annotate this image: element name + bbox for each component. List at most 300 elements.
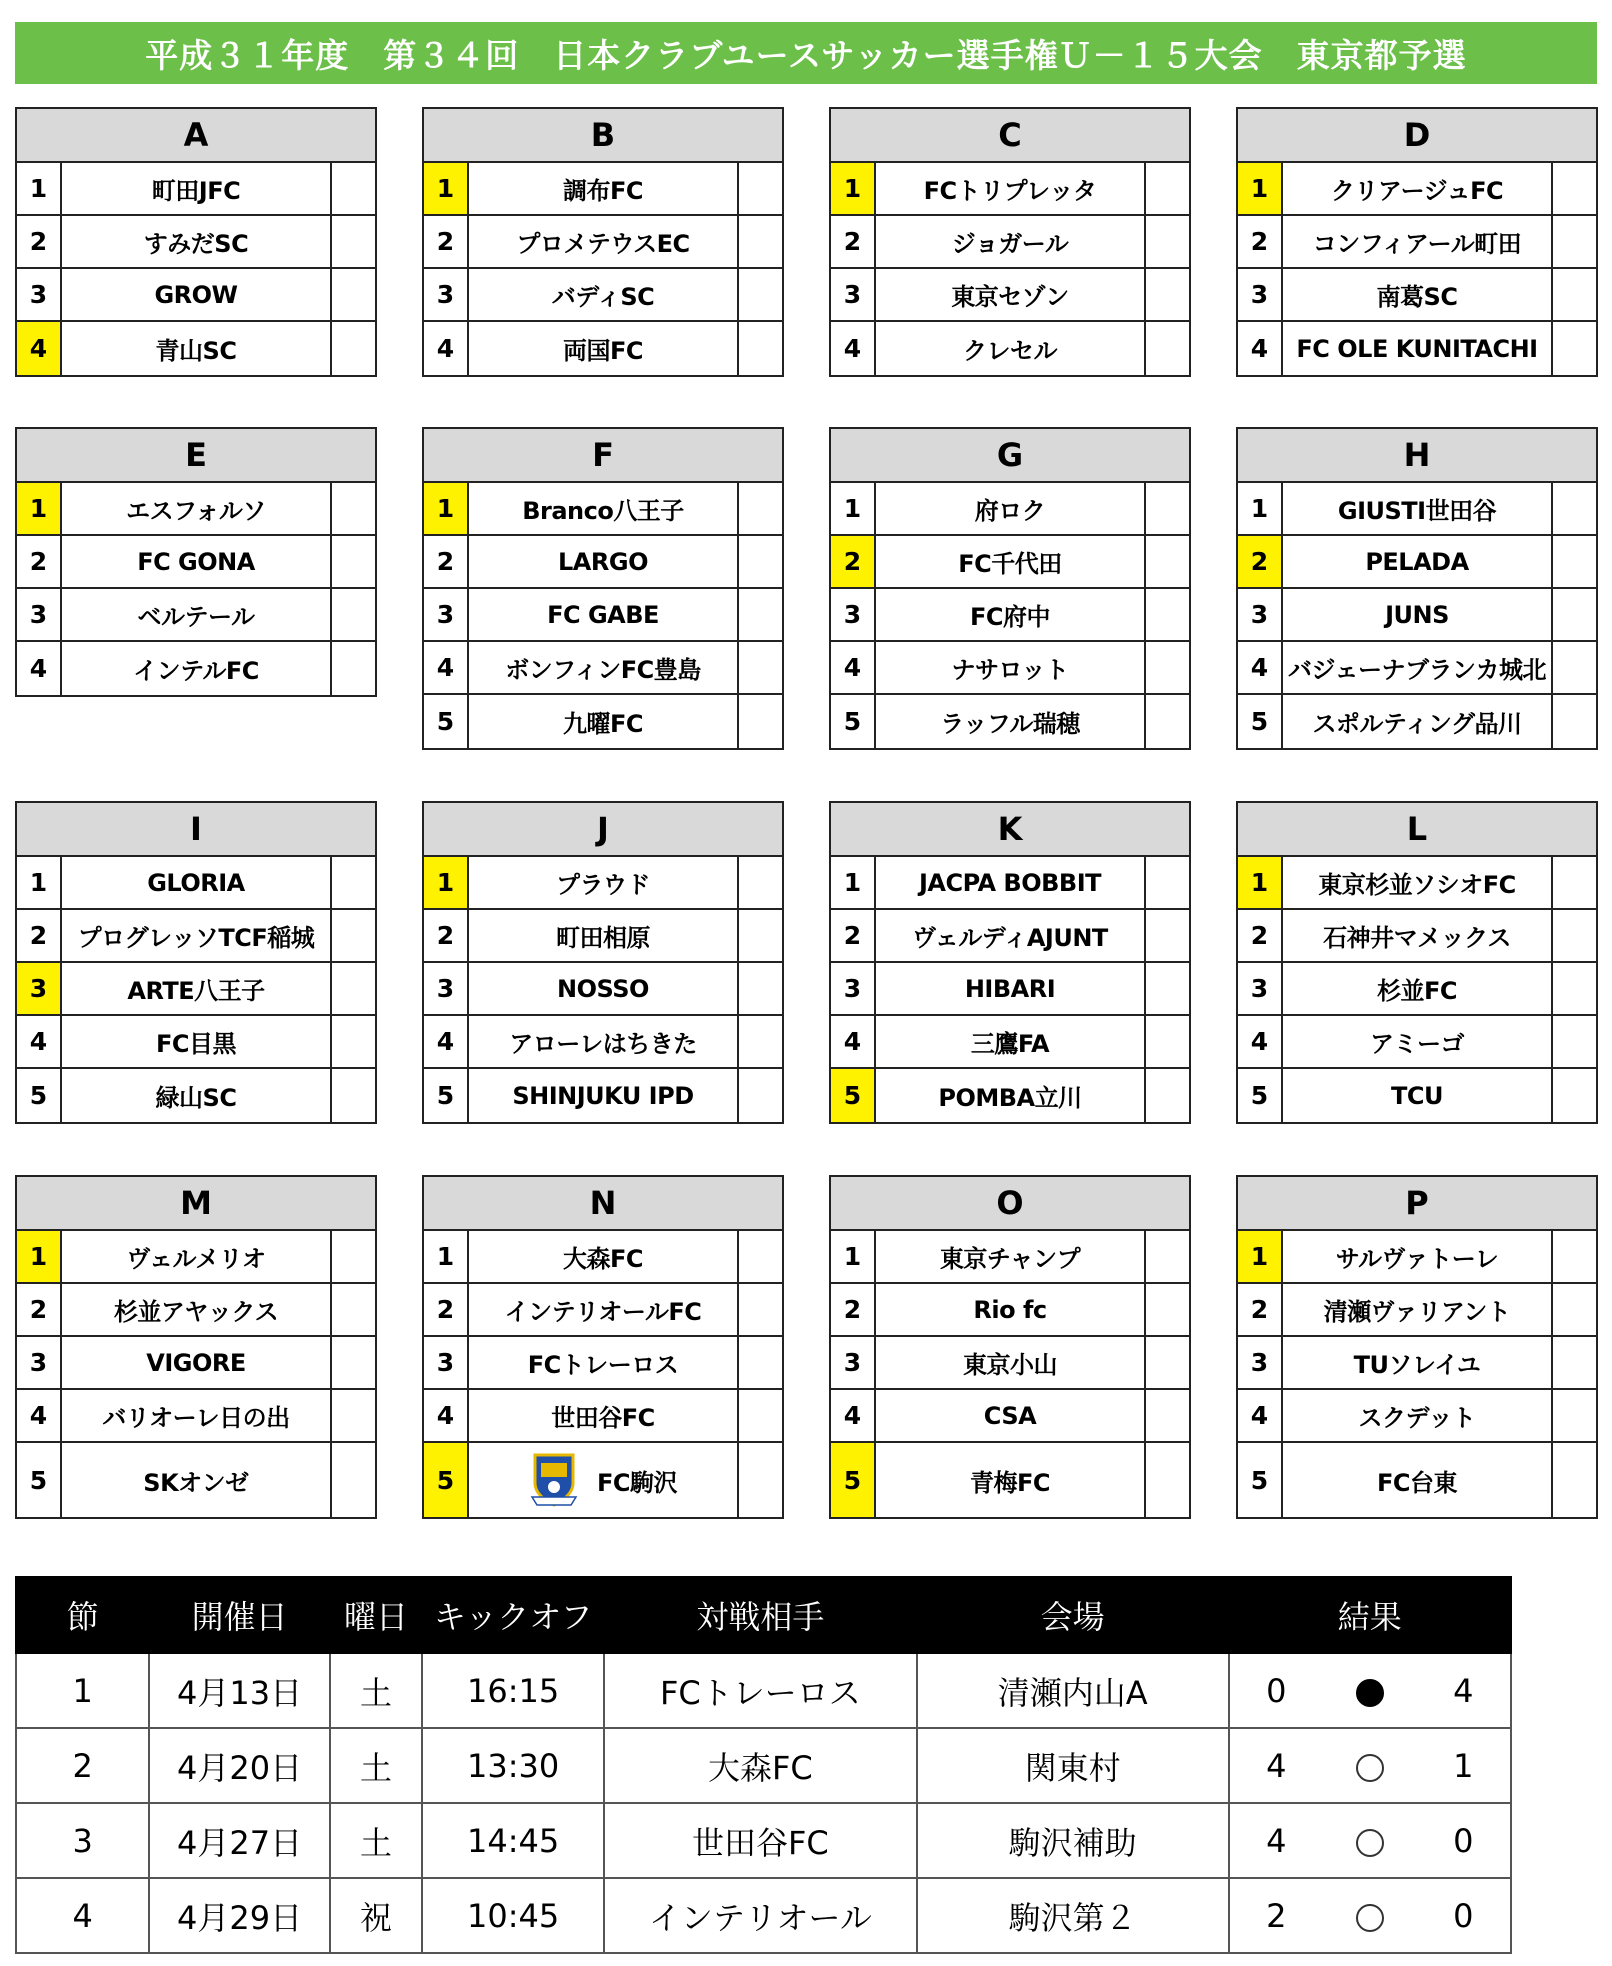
team-name-cell [876, 695, 1144, 748]
team-name: 青山SC [155, 337, 237, 365]
group-n [422, 1175, 784, 1519]
team-name-cell [1283, 216, 1551, 267]
team-row [17, 910, 375, 963]
team-row [831, 642, 1189, 695]
team-rank: 3 [17, 589, 62, 640]
group-header: G [831, 429, 1189, 483]
team-name: 青梅FC [969, 1468, 1050, 1497]
group-header: E [17, 429, 375, 483]
blank-cell [1144, 322, 1189, 375]
team-name: 緑山SC [155, 1084, 237, 1112]
match-opponent: インテリオール [604, 1878, 917, 1953]
team-name-cell [469, 1231, 737, 1282]
blank-cell [330, 1337, 375, 1388]
team-name-cell [469, 910, 737, 961]
team-row [831, 963, 1189, 1016]
team-name-cell [1283, 642, 1551, 693]
team-row [1238, 857, 1596, 910]
team-name-cell [1283, 1390, 1551, 1441]
team-name-cell [62, 857, 330, 908]
team-name: FC GONA [137, 547, 255, 576]
team-name-cell [1283, 695, 1551, 748]
team-rank: 2 [1238, 216, 1283, 267]
blank-cell [330, 589, 375, 640]
team-name: エスフォルソ [126, 497, 266, 525]
blank-cell [1144, 163, 1189, 214]
group-header: J [424, 803, 782, 857]
header-kickoff: キックオフ [422, 1577, 604, 1653]
team-name: 町田JFC [151, 177, 241, 205]
team-name: Branco八王子 [522, 497, 684, 525]
team-name-cell [62, 322, 330, 375]
blank-cell [1551, 1443, 1596, 1517]
team-name-cell [1283, 589, 1551, 640]
team-rank: 1 [831, 163, 876, 214]
team-row [424, 163, 782, 216]
team-row [1238, 1337, 1596, 1390]
team-name: JUNS [1385, 600, 1449, 629]
blank-cell [1551, 642, 1596, 693]
blank-cell [330, 269, 375, 320]
score-against: 0 [1417, 1803, 1512, 1878]
team-name-cell [469, 216, 737, 267]
team-name: バジェーナブランカ城北 [1287, 656, 1547, 684]
team-name: 三鷹FA [970, 1030, 1050, 1058]
team-rank: 4 [17, 322, 62, 375]
team-rank: 4 [424, 1016, 469, 1067]
team-rank: 1 [831, 857, 876, 908]
team-name: インテルFC [133, 657, 259, 685]
team-rank: 2 [831, 910, 876, 961]
match-row [16, 1878, 1511, 1953]
team-row [17, 589, 375, 642]
team-name: FCトリプレッタ [923, 177, 1097, 205]
group-k [829, 801, 1191, 1124]
team-name-cell [62, 1016, 330, 1067]
team-rank: 4 [17, 1016, 62, 1067]
blank-cell [737, 1284, 782, 1335]
group-b [422, 107, 784, 377]
match-opponent: FCトレーロス [604, 1653, 917, 1728]
blank-cell [330, 857, 375, 908]
team-row [424, 910, 782, 963]
group-header: O [831, 1177, 1189, 1231]
team-row [831, 322, 1189, 375]
blank-cell [1144, 910, 1189, 961]
blank-cell [1551, 910, 1596, 961]
team-name-cell [876, 269, 1144, 320]
team-row [17, 1016, 375, 1069]
team-row [17, 963, 375, 1016]
team-rank: 4 [1238, 1016, 1283, 1067]
blank-cell [737, 269, 782, 320]
team-rank: 3 [424, 963, 469, 1014]
team-name: 杉並FC [1376, 977, 1457, 1005]
team-row [1238, 589, 1596, 642]
blank-cell [1551, 269, 1596, 320]
blank-cell [737, 216, 782, 267]
team-name-cell [62, 1390, 330, 1441]
header-date: 開催日 [149, 1577, 329, 1653]
team-name-cell [876, 1284, 1144, 1335]
team-name: ジョガール [951, 230, 1069, 258]
team-rank: 1 [1238, 483, 1283, 534]
team-name: FC駒沢 [596, 1468, 677, 1497]
blank-cell [1144, 1284, 1189, 1335]
team-rank: 2 [1238, 536, 1283, 587]
team-name: コンフィアール町田 [1312, 230, 1522, 258]
team-name: SKオンゼ [143, 1468, 249, 1497]
team-name: 府ロク [974, 497, 1046, 525]
blank-cell [1551, 695, 1596, 748]
team-rank: 4 [424, 322, 469, 375]
team-row [1238, 483, 1596, 536]
blank-cell [737, 536, 782, 587]
match-venue: 清瀬内山A [917, 1653, 1229, 1728]
team-name-cell [1283, 1069, 1551, 1122]
team-name: インテリオールFC [504, 1298, 702, 1326]
blank-cell [1551, 216, 1596, 267]
blank-cell [1144, 216, 1189, 267]
team-rank: 1 [17, 857, 62, 908]
team-rank: 3 [831, 963, 876, 1014]
group-j [422, 801, 784, 1124]
result-mark [1323, 1803, 1417, 1878]
team-row [831, 1284, 1189, 1337]
team-name: FC台東 [1376, 1468, 1457, 1497]
team-row [17, 1390, 375, 1443]
team-name-cell [1283, 269, 1551, 320]
match-venue: 関東村 [917, 1728, 1229, 1803]
blank-cell [330, 1443, 375, 1517]
team-rank: 1 [1238, 163, 1283, 214]
team-row [17, 1069, 375, 1122]
team-rank: 5 [831, 695, 876, 748]
team-name-cell [1283, 1443, 1551, 1517]
blank-cell [330, 536, 375, 587]
team-name-cell [62, 483, 330, 534]
match-kickoff: 10:45 [422, 1878, 604, 1953]
blank-cell [1551, 1069, 1596, 1122]
team-row [831, 1390, 1189, 1443]
team-rank: 5 [17, 1069, 62, 1122]
team-rank: 3 [424, 269, 469, 320]
team-rank: 2 [1238, 910, 1283, 961]
result-mark [1323, 1653, 1417, 1728]
blank-cell [330, 322, 375, 375]
team-row [831, 1337, 1189, 1390]
match-round: 3 [16, 1803, 149, 1878]
match-date: 4月27日 [149, 1803, 329, 1878]
team-row [424, 216, 782, 269]
team-name-cell [876, 963, 1144, 1014]
team-name: SHINJUKU IPD [512, 1081, 694, 1110]
team-name-cell [469, 963, 737, 1014]
team-rank: 2 [17, 216, 62, 267]
team-name: 両国FC [562, 337, 643, 365]
blank-cell [1551, 1016, 1596, 1067]
team-name: プログレッソTCF稲城 [77, 924, 315, 952]
team-rank: 2 [424, 536, 469, 587]
open-circle-icon [1356, 1904, 1384, 1932]
team-name-cell [62, 589, 330, 640]
team-row [831, 483, 1189, 536]
team-rank: 2 [1238, 1284, 1283, 1335]
team-row [17, 322, 375, 375]
team-rank: 4 [831, 1390, 876, 1441]
group-header: D [1238, 109, 1596, 163]
group-f [422, 427, 784, 750]
team-name-cell [469, 695, 737, 748]
team-name-cell [469, 1284, 737, 1335]
blank-cell [737, 910, 782, 961]
group-c [829, 107, 1191, 377]
team-rank: 5 [17, 1443, 62, 1517]
team-name: クレセル [963, 337, 1057, 365]
team-rank: 4 [1238, 1390, 1283, 1441]
team-name-cell [876, 322, 1144, 375]
blank-cell [330, 1284, 375, 1335]
team-name-cell [876, 642, 1144, 693]
blank-cell [1144, 963, 1189, 1014]
group-i [15, 801, 377, 1124]
match-day: 土 [330, 1653, 423, 1728]
group-a [15, 107, 377, 377]
team-rank: 3 [17, 269, 62, 320]
team-name-cell [1283, 163, 1551, 214]
team-name: ナサロット [951, 656, 1069, 684]
team-row [831, 1443, 1189, 1517]
team-name-cell [469, 1390, 737, 1441]
blank-cell [737, 163, 782, 214]
team-name: スポルティング品川 [1312, 710, 1522, 738]
team-rank: 4 [424, 642, 469, 693]
team-row [831, 1016, 1189, 1069]
match-day: 土 [330, 1728, 423, 1803]
blank-cell [737, 1443, 782, 1517]
team-rank: 1 [1238, 857, 1283, 908]
team-rank: 3 [831, 1337, 876, 1388]
team-row [1238, 322, 1596, 375]
team-name-cell [1283, 910, 1551, 961]
header-opponent: 対戦相手 [604, 1577, 917, 1653]
results-table [15, 1576, 1512, 1954]
blank-cell [1144, 695, 1189, 748]
team-name: 東京杉並ソシオFC [1318, 871, 1516, 899]
blank-cell [330, 216, 375, 267]
team-rank: 1 [831, 1231, 876, 1282]
group-g [829, 427, 1191, 750]
team-name: スクデット [1358, 1404, 1476, 1432]
blank-cell [330, 910, 375, 961]
blank-cell [737, 963, 782, 1014]
team-row [1238, 1069, 1596, 1122]
team-name-cell [62, 1337, 330, 1388]
team-name-cell [62, 1284, 330, 1335]
team-rank: 5 [424, 1443, 469, 1517]
team-name-cell [469, 322, 737, 375]
match-day: 土 [330, 1803, 423, 1878]
team-name-cell [62, 1443, 330, 1517]
team-name: FC GABE [547, 600, 659, 629]
team-row [831, 910, 1189, 963]
team-rank: 1 [17, 163, 62, 214]
blank-cell [737, 322, 782, 375]
blank-cell [1144, 1016, 1189, 1067]
team-rank: 3 [424, 589, 469, 640]
group-p [1236, 1175, 1598, 1519]
team-name-cell [62, 910, 330, 961]
team-name-cell [62, 1069, 330, 1122]
team-name: 杉並アヤックス [113, 1298, 279, 1326]
team-name: GLORIA [147, 868, 245, 897]
team-rank: 1 [424, 1231, 469, 1282]
team-row [424, 589, 782, 642]
team-rank: 2 [831, 216, 876, 267]
blank-cell [1144, 1390, 1189, 1441]
team-row [424, 322, 782, 375]
group-header: N [424, 1177, 782, 1231]
blank-cell [1144, 483, 1189, 534]
team-name: NOSSO [557, 974, 649, 1003]
team-row [424, 695, 782, 748]
score-against: 1 [1417, 1728, 1512, 1803]
team-rank: 2 [17, 1284, 62, 1335]
team-row [1238, 1231, 1596, 1284]
team-name-cell [1283, 483, 1551, 534]
team-rank: 3 [1238, 269, 1283, 320]
team-name-cell [62, 642, 330, 695]
team-rank: 4 [831, 642, 876, 693]
team-row [424, 1016, 782, 1069]
page-title: 平成３１年度 第３４回 日本クラブユースサッカー選手権Ｕ－１５大会 東京都予選 [15, 22, 1597, 84]
team-name: 九曜FC [562, 710, 643, 738]
team-rank: 2 [831, 536, 876, 587]
filled-circle-icon [1356, 1679, 1384, 1707]
team-name-cell [469, 642, 737, 693]
team-row [1238, 963, 1596, 1016]
team-row [17, 163, 375, 216]
blank-cell [1144, 1231, 1189, 1282]
team-name-cell [469, 269, 737, 320]
team-row [1238, 910, 1596, 963]
team-name-cell [876, 483, 1144, 534]
team-rank: 1 [17, 483, 62, 534]
team-rank: 2 [831, 1284, 876, 1335]
score-for: 4 [1229, 1803, 1323, 1878]
team-name-cell [876, 1337, 1144, 1388]
team-name: 南葛SC [1376, 283, 1458, 311]
team-name-cell [876, 1069, 1144, 1122]
team-name: 調布FC [562, 177, 643, 205]
team-row [831, 269, 1189, 322]
blank-cell [737, 1231, 782, 1282]
team-row [424, 642, 782, 695]
results-header-row [16, 1577, 1511, 1653]
team-name-cell [876, 1231, 1144, 1282]
team-row [831, 857, 1189, 910]
team-name: 世田谷FC [551, 1404, 655, 1432]
team-row [424, 1069, 782, 1122]
team-row [17, 216, 375, 269]
team-row [424, 536, 782, 589]
team-name: TCU [1391, 1081, 1443, 1110]
group-l [1236, 801, 1598, 1124]
team-name-cell [469, 536, 737, 587]
match-kickoff: 16:15 [422, 1653, 604, 1728]
team-row [1238, 1284, 1596, 1337]
match-round: 2 [16, 1728, 149, 1803]
team-name-cell [1283, 322, 1551, 375]
team-rank: 4 [831, 322, 876, 375]
group-header: M [17, 1177, 375, 1231]
match-date: 4月20日 [149, 1728, 329, 1803]
team-name-cell [876, 536, 1144, 587]
team-name: ベルテール [137, 603, 255, 631]
blank-cell [1551, 963, 1596, 1014]
team-name: FCトレーロス [527, 1351, 679, 1379]
blank-cell [330, 1016, 375, 1067]
blank-cell [737, 1390, 782, 1441]
match-kickoff: 13:30 [422, 1728, 604, 1803]
team-row [831, 695, 1189, 748]
team-row [424, 1231, 782, 1284]
team-name-cell [62, 269, 330, 320]
score-for: 2 [1229, 1878, 1323, 1953]
team-name: ヴェルディAJUNT [912, 924, 1108, 952]
blank-cell [737, 1337, 782, 1388]
team-rank: 4 [17, 1390, 62, 1441]
match-opponent: 世田谷FC [604, 1803, 917, 1878]
blank-cell [737, 642, 782, 693]
team-rank: 4 [17, 642, 62, 695]
blank-cell [1144, 269, 1189, 320]
team-name-cell [62, 536, 330, 587]
team-rank: 5 [1238, 695, 1283, 748]
team-row [831, 536, 1189, 589]
team-rank: 1 [831, 483, 876, 534]
blank-cell [330, 483, 375, 534]
team-row [1238, 1443, 1596, 1517]
team-rank: 3 [424, 1337, 469, 1388]
blank-cell [1144, 1069, 1189, 1122]
blank-cell [330, 1231, 375, 1282]
team-row [17, 483, 375, 536]
team-row [1238, 216, 1596, 269]
team-name-cell [62, 963, 330, 1014]
team-rank: 4 [831, 1016, 876, 1067]
team-rank: 1 [424, 857, 469, 908]
group-d [1236, 107, 1598, 377]
team-rank: 3 [1238, 589, 1283, 640]
team-name-cell [469, 1443, 737, 1517]
team-name: アローレはちきた [509, 1030, 697, 1058]
match-row [16, 1653, 1511, 1728]
team-name-cell [876, 857, 1144, 908]
team-name: 東京チャンプ [939, 1245, 1081, 1273]
header-day: 曜日 [330, 1577, 423, 1653]
team-name-cell [876, 1016, 1144, 1067]
team-name-cell [62, 216, 330, 267]
team-name: GIUSTI世田谷 [1337, 497, 1497, 525]
team-name-cell [1283, 1337, 1551, 1388]
team-name: PELADA [1365, 547, 1469, 576]
team-row [1238, 695, 1596, 748]
header-round: 節 [16, 1577, 149, 1653]
result-mark [1323, 1728, 1417, 1803]
header-venue: 会場 [917, 1577, 1229, 1653]
blank-cell [1144, 857, 1189, 908]
